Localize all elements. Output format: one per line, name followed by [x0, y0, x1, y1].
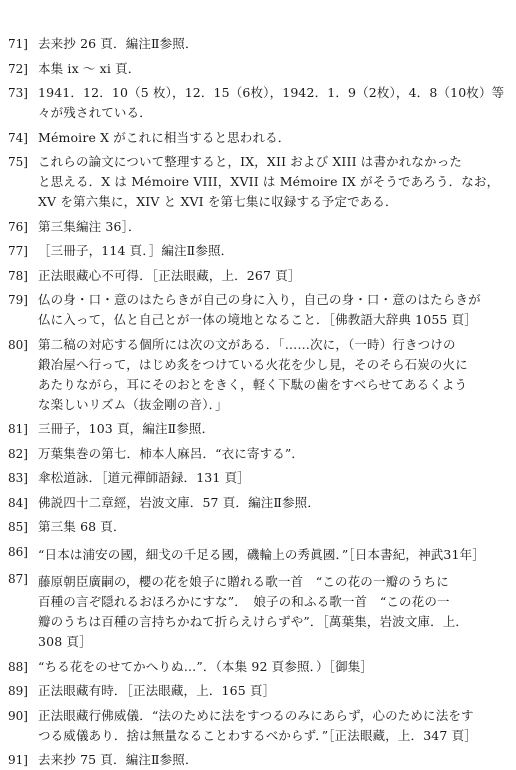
note-text-line: 308 頁］ [38, 634, 92, 649]
note-body [38, 468, 500, 488]
note-number: 74] [8, 130, 28, 145]
note-text-line: 去来抄 26 頁．編注Ⅱ参照． [38, 36, 198, 51]
note-text-line: 佛説四十二章經，岩波文庫．57 頁．編注Ⅱ参照． [38, 494, 320, 510]
note-number: 91] [8, 753, 28, 767]
note-body [38, 59, 500, 79]
note-body [38, 128, 500, 148]
note-item [8, 517, 500, 537]
note-text-line: 鍛冶屋へ行って，はじめ炙をつけている火花を少し見，そのそら石炭の火に [38, 356, 468, 372]
note-body [38, 542, 500, 565]
note-number: 90] [8, 708, 28, 723]
note-item [8, 34, 500, 54]
note-number: 76] [8, 219, 28, 234]
note-item [8, 128, 500, 148]
note-text-line: 本集 ix ～ xi 頁． [38, 60, 141, 76]
notes-list [8, 34, 505, 770]
note-body [38, 217, 500, 237]
note-body [38, 419, 500, 439]
note-body [38, 493, 500, 513]
note-text-line: 正法眼藏行佛威儀．“法のために法をすつるのみにあらず，心のために法をす [38, 707, 474, 723]
note-item [8, 681, 500, 701]
note-number: 89] [8, 684, 28, 698]
note-text-line: 三冊子，103 頁，編注Ⅱ参照． [38, 421, 215, 436]
note-item [8, 290, 500, 330]
note-item [8, 468, 500, 488]
note-item [8, 83, 505, 123]
note-text-line: 傘松道詠．［道元禪師語録．131 頁］ [38, 470, 250, 485]
note-text-line: 正法眼藏有時．［正法眼藏，上．165 頁］ [38, 683, 276, 698]
note-body [38, 444, 500, 464]
note-item [8, 542, 500, 565]
note-body [38, 517, 500, 537]
note-text-line: これらの論文について整理すると，IX，XII および XIII は書かれなかった [38, 154, 462, 169]
note-item [8, 241, 500, 261]
note-text-line: 仏に入って，仏と自己とが一体の境地となること．［佛教語大辞典 1055 頁］ [38, 312, 477, 327]
note-item [8, 217, 500, 237]
note-body [38, 241, 500, 261]
note-text-line: つる威儀あり．捨は無量なることわするべからず．”［正法眼藏，上．347 頁］ [38, 727, 477, 743]
note-text-line: 藤原朝臣廣嗣の，櫻の花を娘子に贈れる歌一首 “この花の一瓣のうちに [38, 574, 449, 589]
note-text-line: 1941．12．10（5 枚），12．15（6枚），1942．1．9（2枚），4．8（10枚）等 [38, 85, 505, 100]
note-text-line: Mémoire X がこれに相当すると思われる． [38, 129, 291, 145]
note-text-line: “日本は浦安の國，細戈の千足る國，磯輪上の秀眞國．”［日本書紀，神武31年］ [38, 546, 485, 562]
note-number: 82] [8, 446, 28, 461]
note-body [38, 34, 500, 54]
note-text-line: XV を第六集に，XIV と XVI を第七集に収録する予定である． [38, 194, 398, 209]
note-text-line: と思える．X は Mémoire VIII，XVII は Mémoire IX がそうであろう．なお， [38, 174, 500, 189]
note-text-line: 第三集 68 頁． [38, 519, 126, 534]
note-number: 75] [8, 155, 28, 169]
note-body [38, 706, 500, 746]
note-text-line: 万葉集巻の第七．柿本人麻呂．“衣に寄する”． [38, 445, 305, 461]
note-text-line: “ちる花をのせてかへりぬ…”．（本集 92 頁参照．）［御集］ [38, 658, 374, 674]
note-item [8, 444, 500, 464]
note-item [8, 419, 500, 439]
note-number: 81] [8, 422, 28, 436]
note-text-line: 正法眼藏心不可得．［正法眼藏，上．267 頁］ [38, 267, 301, 283]
note-number: 80] [8, 337, 28, 352]
note-item [8, 335, 500, 415]
note-number: 72] [8, 61, 28, 76]
note-item [8, 59, 500, 79]
note-body [38, 750, 500, 770]
note-item [8, 706, 500, 746]
note-text-line: 去来抄 75 頁．編注Ⅱ参照． [38, 752, 198, 767]
note-body [38, 152, 500, 212]
note-number: 73] [8, 86, 28, 100]
note-item [8, 569, 500, 652]
note-number: 85] [8, 520, 28, 534]
note-item [8, 152, 500, 212]
note-text-line: 百種の言ぞ隠れるおほろかにすな”． 娘子の和ふる歌一首 “この花の一 [38, 594, 450, 609]
note-number: 88] [8, 659, 28, 674]
note-text-line: 々が残されている． [38, 105, 152, 120]
note-text-line: な楽しいリズム（抜金剛の音）．」 [38, 396, 228, 412]
note-item [8, 266, 500, 286]
note-text-line: 瓣のうちは百種の言持ちかねて折らえけらずや”．［萬葉集，岩波文庫．上． [38, 614, 469, 629]
note-body [38, 83, 504, 123]
note-text-line: あたりながら，耳にそのおとをきく，軽く下駄の歯をすべらせてあるくよう [38, 376, 468, 392]
note-text-line: 第三集編注 36］． [38, 218, 141, 234]
note-number: 71] [8, 37, 28, 51]
note-item [8, 750, 500, 770]
note-text-line: 仏の身・口・意のはたらきが自己の身に入り，自己の身・口・意のはたらきが [38, 292, 481, 307]
note-body [38, 657, 500, 677]
note-body [38, 335, 500, 415]
note-body [38, 569, 500, 652]
note-body [38, 681, 500, 701]
note-number: 86] [8, 544, 28, 559]
note-item [8, 657, 500, 677]
note-body [38, 266, 500, 286]
note-item [8, 493, 500, 513]
note-text-line: 第二稿の対応する個所には次の文がある．「……次に，（一時）行きつけの [38, 336, 456, 352]
note-number: 87] [8, 572, 28, 586]
note-text-line: ［三冊子，114 頁．］編注Ⅱ参照． [38, 243, 234, 258]
note-number: 84] [8, 495, 28, 510]
note-number: 79] [8, 293, 28, 307]
note-body [38, 290, 500, 330]
note-number: 83] [8, 471, 28, 485]
note-number: 78] [8, 268, 28, 283]
note-number: 77] [8, 244, 28, 258]
